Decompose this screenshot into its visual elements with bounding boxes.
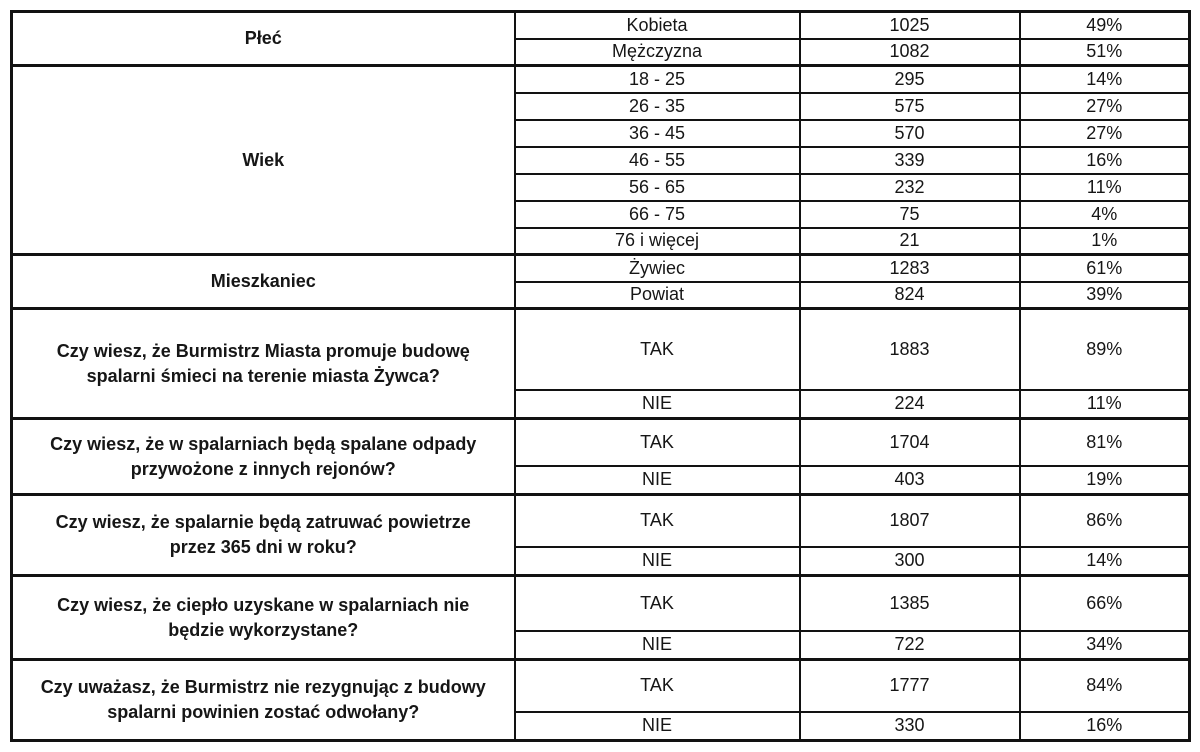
category-cell-plec: Płeć <box>12 12 515 66</box>
answer-cell: 76 i więcej <box>515 228 800 255</box>
count-cell: 330 <box>800 712 1020 741</box>
percent-cell: 16% <box>1020 147 1190 174</box>
count-cell: 232 <box>800 174 1020 201</box>
answer-cell: NIE <box>515 390 800 419</box>
table-row <box>12 12 1190 39</box>
survey-table <box>10 10 1191 742</box>
percent-cell: 11% <box>1020 390 1190 419</box>
count-cell: 75 <box>800 201 1020 228</box>
count-cell: 403 <box>800 466 1020 495</box>
answer-cell: 66 - 75 <box>515 201 800 228</box>
count-cell: 295 <box>800 66 1020 93</box>
percent-cell: 14% <box>1020 547 1190 576</box>
percent-cell: 14% <box>1020 66 1190 93</box>
percent-cell: 1% <box>1020 228 1190 255</box>
answer-cell: TAK <box>515 419 800 466</box>
table-row <box>12 255 1190 282</box>
table-row <box>12 309 1190 390</box>
category-cell-question-5: Czy uważasz, że Burmistrz nie rezygnując z budowy spalarni powinien zostać odwołany? <box>12 660 515 741</box>
answer-cell: 26 - 35 <box>515 93 800 120</box>
table-row <box>12 495 1190 547</box>
count-cell: 1025 <box>800 12 1020 39</box>
answer-cell: 36 - 45 <box>515 120 800 147</box>
answer-cell: Żywiec <box>515 255 800 282</box>
percent-cell: 86% <box>1020 495 1190 547</box>
count-cell: 224 <box>800 390 1020 419</box>
answer-cell: 56 - 65 <box>515 174 800 201</box>
answer-cell: NIE <box>515 547 800 576</box>
percent-cell: 11% <box>1020 174 1190 201</box>
category-cell-wiek: Wiek <box>12 66 515 255</box>
percent-cell: 51% <box>1020 39 1190 66</box>
count-cell: 1883 <box>800 309 1020 390</box>
answer-cell: 18 - 25 <box>515 66 800 93</box>
percent-cell: 89% <box>1020 309 1190 390</box>
count-cell: 1807 <box>800 495 1020 547</box>
percent-cell: 34% <box>1020 631 1190 660</box>
count-cell: 1385 <box>800 576 1020 631</box>
table-row <box>12 66 1190 93</box>
table-row <box>12 419 1190 466</box>
percent-cell: 49% <box>1020 12 1190 39</box>
percent-cell: 19% <box>1020 466 1190 495</box>
category-cell-mieszkaniec: Mieszkaniec <box>12 255 515 309</box>
answer-cell: NIE <box>515 466 800 495</box>
answer-cell: 46 - 55 <box>515 147 800 174</box>
count-cell: 300 <box>800 547 1020 576</box>
percent-cell: 81% <box>1020 419 1190 466</box>
answer-cell: TAK <box>515 576 800 631</box>
answer-cell: Mężczyzna <box>515 39 800 66</box>
count-cell: 1704 <box>800 419 1020 466</box>
percent-cell: 61% <box>1020 255 1190 282</box>
count-cell: 1777 <box>800 660 1020 712</box>
count-cell: 824 <box>800 282 1020 309</box>
table-row <box>12 576 1190 631</box>
answer-cell: TAK <box>515 660 800 712</box>
category-cell-question-2: Czy wiesz, że w spalarniach będą spalane odpady przywożone z innych rejonów? <box>12 419 515 495</box>
answer-cell: TAK <box>515 495 800 547</box>
category-cell-question-4: Czy wiesz, że ciepło uzyskane w spalarniach nie będzie wykorzystane? <box>12 576 515 660</box>
count-cell: 722 <box>800 631 1020 660</box>
count-cell: 1283 <box>800 255 1020 282</box>
category-cell-question-1: Czy wiesz, że Burmistrz Miasta promuje budowę spalarni śmieci na terenie miasta Żywca? <box>12 309 515 419</box>
percent-cell: 16% <box>1020 712 1190 741</box>
table-row <box>12 660 1190 712</box>
percent-cell: 39% <box>1020 282 1190 309</box>
percent-cell: 4% <box>1020 201 1190 228</box>
answer-cell: Powiat <box>515 282 800 309</box>
answer-cell: NIE <box>515 631 800 660</box>
percent-cell: 27% <box>1020 120 1190 147</box>
category-cell-question-3: Czy wiesz, że spalarnie będą zatruwać powietrze przez 365 dni w roku? <box>12 495 515 576</box>
count-cell: 21 <box>800 228 1020 255</box>
count-cell: 339 <box>800 147 1020 174</box>
percent-cell: 27% <box>1020 93 1190 120</box>
count-cell: 575 <box>800 93 1020 120</box>
count-cell: 1082 <box>800 39 1020 66</box>
percent-cell: 84% <box>1020 660 1190 712</box>
answer-cell: NIE <box>515 712 800 741</box>
answer-cell: TAK <box>515 309 800 390</box>
answer-cell: Kobieta <box>515 12 800 39</box>
percent-cell: 66% <box>1020 576 1190 631</box>
count-cell: 570 <box>800 120 1020 147</box>
